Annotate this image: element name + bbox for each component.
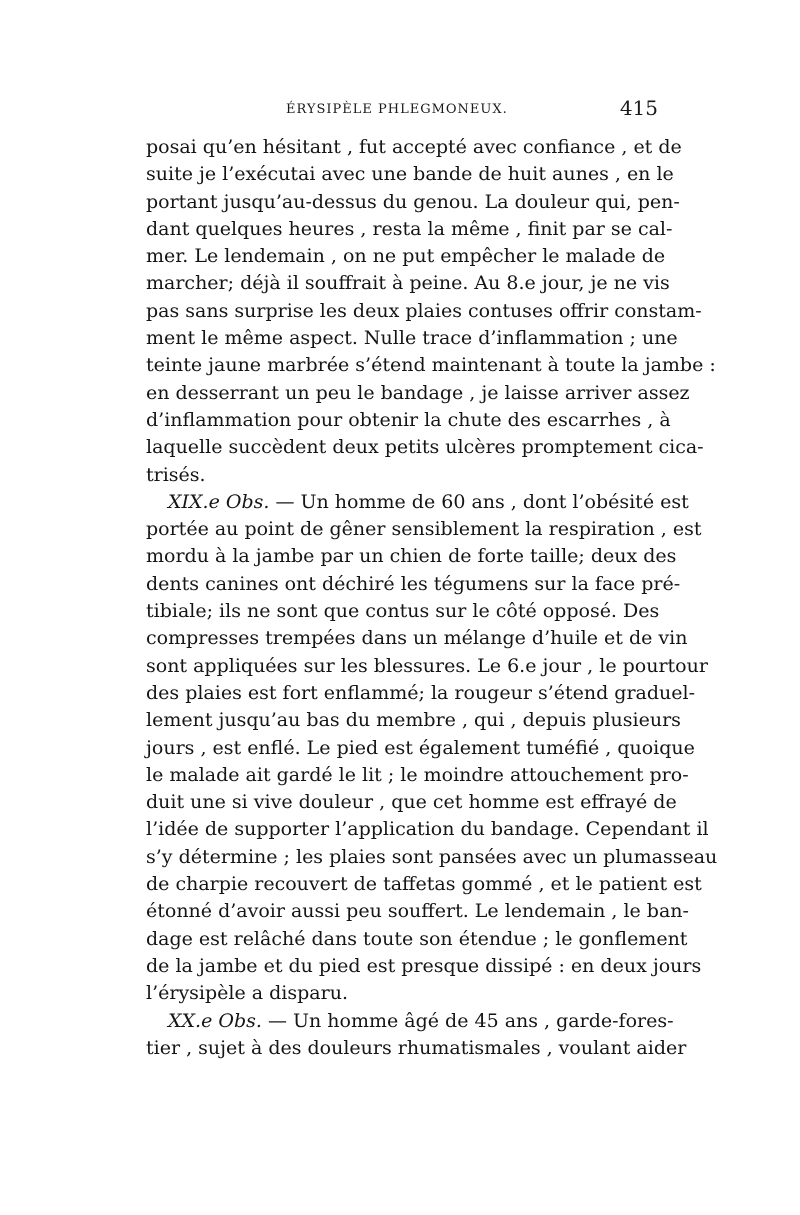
text-line: pas sans surprise les deux plaies contuses offrir constam- — [146, 299, 702, 322]
page-number: 415 — [619, 96, 658, 120]
text-line — [146, 489, 689, 516]
text-line: suite je l’exécutai avec une bande de huit aunes , en le — [146, 163, 674, 186]
text-line: ment le même aspect. Nulle trace d’inflammation ; une — [146, 327, 678, 350]
text-line: marcher; déjà il souffrait à peine. Au 8.e jour, je ne vis — [146, 272, 670, 295]
text-line — [146, 1008, 674, 1035]
observation-label: XIX.e Obs. — [168, 490, 270, 513]
text-line: trisés. — [146, 463, 206, 486]
text-line: lement jusqu’au bas du membre , qui , depuis plusieurs — [146, 709, 681, 732]
text-line: tibiale; ils ne sont que contus sur le côté opposé. Des — [146, 600, 660, 623]
observation-label: XX.e Obs. — [168, 1009, 262, 1032]
text-line: s’y détermine ; les plaies sont pansées avec un plumasseau — [146, 845, 718, 868]
text-line: de charpie recouvert de taffetas gommé , et le patient est — [146, 873, 702, 896]
paragraph-observation-19 — [146, 489, 718, 1008]
text-line: l’érysipèle a disparu. — [146, 982, 348, 1005]
text-line: l’idée de supporter l’application du bandage. Cependant il — [146, 818, 709, 841]
running-title: ÉRYSIPÈLE PHLEGMONEUX. — [286, 102, 508, 117]
text-line: jours , est enflé. Le pied est également tuméfié , quoique — [146, 736, 695, 759]
text-line: dage est relâché dans toute son étendue ; le gonflement — [146, 927, 688, 950]
text-line: des plaies est fort enflammé; la rougeur s’étend graduel- — [146, 681, 696, 704]
text-line: d’inflammation pour obtenir la chute des escarrhes , à — [146, 408, 671, 431]
body-text — [146, 134, 718, 1062]
paragraph-continuation — [146, 134, 716, 489]
text-line: sont appliquées sur les blessures. Le 6.e jour , le pourtour — [146, 654, 708, 677]
text-line: dents canines ont déchiré les tégumens sur la face pré- — [146, 572, 681, 595]
text-line: de la jambe et du pied est presque dissipé : en deux jours — [146, 954, 702, 977]
text-line: teinte jaune marbrée s’étend maintenant à toute la jambe : — [146, 354, 716, 377]
text-line-content: — Un homme âgé de 45 ans , garde-fores- — [261, 1009, 674, 1032]
text-line: portée au point de gêner sensiblement la respiration , est — [146, 518, 702, 541]
text-line: portant jusqu’au-dessus du genou. La douleur qui, pen- — [146, 190, 680, 213]
text-line: étonné d’avoir aussi peu souffert. Le lendemain , le ban- — [146, 900, 689, 923]
text-line: tier , sujet à des douleurs rhumatismales , voulant aider — [146, 1036, 687, 1059]
text-line: mer. Le lendemain , on ne put empêcher le malade de — [146, 245, 666, 268]
text-line: compresses trempées dans un mélange d’huile et de vin — [146, 627, 688, 650]
paragraph-observation-20 — [146, 1008, 687, 1063]
text-line: posai qu’en hésitant , fut accepté avec confiance , et de — [146, 136, 682, 158]
text-line: mordu à la jambe par un chien de forte taille; deux des — [146, 545, 677, 568]
text-line: dant quelques heures , resta la même , finit par se cal- — [146, 217, 673, 240]
page-header — [146, 96, 658, 122]
text-line: le malade ait gardé le lit ; le moindre attouchement pro- — [146, 763, 689, 786]
text-line-content: — Un homme de 60 ans , dont l’obésité est — [269, 490, 689, 513]
text-line: en desserrant un peu le bandage , je laisse arriver assez — [146, 381, 690, 404]
text-line: laquelle succèdent deux petits ulcères promptement cica- — [146, 436, 704, 459]
text-line: duit une si vive douleur , que cet homme est effrayé de — [146, 791, 677, 814]
